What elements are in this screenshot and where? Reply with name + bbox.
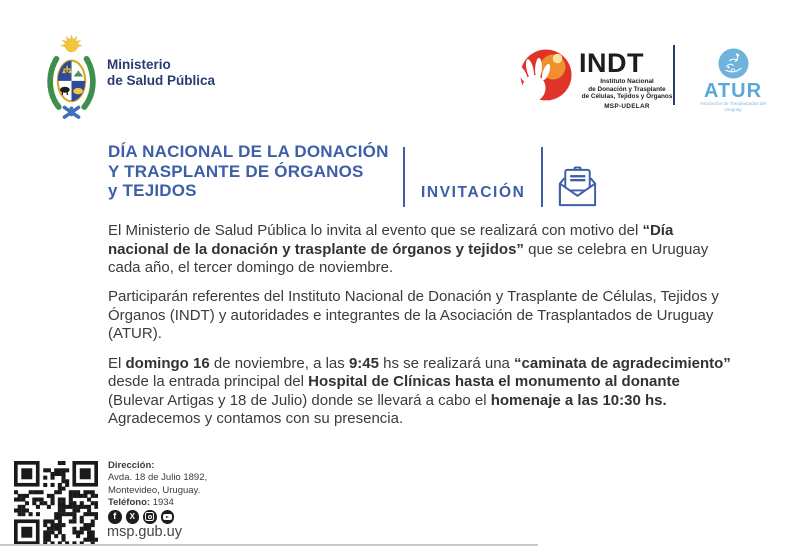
- page-title: [108, 142, 389, 201]
- body-text: [108, 222, 736, 439]
- atur-block: [694, 47, 772, 113]
- atur-tagline: Asociación de Trasplantados del Uruguay: [699, 101, 767, 112]
- open-envelope-icon: [555, 165, 600, 210]
- indt-subtitle-line: de Células, Tejidos y Órganos: [581, 93, 673, 101]
- address-line: Avda. 18 de Julio 1892,: [108, 472, 208, 484]
- contact-block: [108, 460, 207, 510]
- address-line: Montevideo, Uruguay.: [108, 484, 201, 496]
- atur-circle-logo-icon: [717, 47, 750, 80]
- ministry-wordmark: [107, 57, 215, 89]
- uruguay-coat-of-arms-icon: [45, 32, 98, 121]
- phone-number: 1934: [152, 497, 174, 509]
- body-paragraph: Participarán referentes del Instituto Nacional de Donación y Trasplante de Células, Tejidos y Órganos (INDT) y autoridades e integrantes de la Asociación de Trasplantados de Uruguay (ATUR).: [108, 288, 724, 343]
- invitation-label: INVITACIÓN: [421, 184, 526, 201]
- phone-line: [108, 497, 207, 509]
- indt-subtitle: [576, 78, 678, 110]
- facebook-icon: f: [108, 510, 122, 524]
- header-logo-divider: [673, 45, 675, 105]
- title-line: Y TRASPLANTE DE ÓRGANOS: [108, 161, 364, 181]
- body-paragraph: El Ministerio de Salud Pública lo invita al evento que se realizará con motivo del “Día nacional de la donación y trasplante de órganos y tejidos” que se celebra en Uruguay cada año, el tercer domingo de noviembre.: [108, 222, 713, 277]
- x-icon: X: [126, 510, 140, 524]
- instagram-icon: [143, 510, 157, 524]
- indt-subtitle-line: de Donación y Trasplante: [588, 85, 666, 93]
- youtube-icon: [161, 510, 175, 524]
- title-line: y TEJIDOS: [108, 181, 197, 200]
- ministry-name-line2: de Salud Pública: [107, 73, 216, 88]
- body-paragraph: El domingo 16 de noviembre, a las 9:45 hs se realizará una “caminata de agradecimiento” desde la entrada principal del Hospital de Clínicas hasta el monumento al donante (Bulevar Artigas y 18 de Julio) donde se llevará a cabo el homenaje a las 10:30 hs. Agradecemos y contamos con su presencia.: [108, 354, 735, 428]
- indt-acronym: INDT: [579, 48, 644, 78]
- indt-subtitle-line: Instituto Nacional: [600, 78, 654, 85]
- qr-code: [14, 461, 98, 545]
- indt-subtitle-line: MSP-UDELAR: [604, 102, 650, 110]
- phone-label: Teléfono:: [108, 497, 151, 509]
- atur-acronym: ATUR: [703, 80, 763, 102]
- title-divider-left: [403, 147, 405, 207]
- website-url: msp.gub.uy: [107, 524, 182, 540]
- indt-block: [576, 50, 678, 110]
- title-divider-right: [541, 147, 543, 207]
- indt-hand-logo-icon: [513, 46, 574, 111]
- ministry-name-line1: Ministerio: [107, 57, 171, 72]
- social-icons-row: [108, 510, 174, 524]
- title-line: DÍA NACIONAL DE LA DONACIÓN: [108, 142, 389, 161]
- address-label: Dirección:: [108, 460, 155, 471]
